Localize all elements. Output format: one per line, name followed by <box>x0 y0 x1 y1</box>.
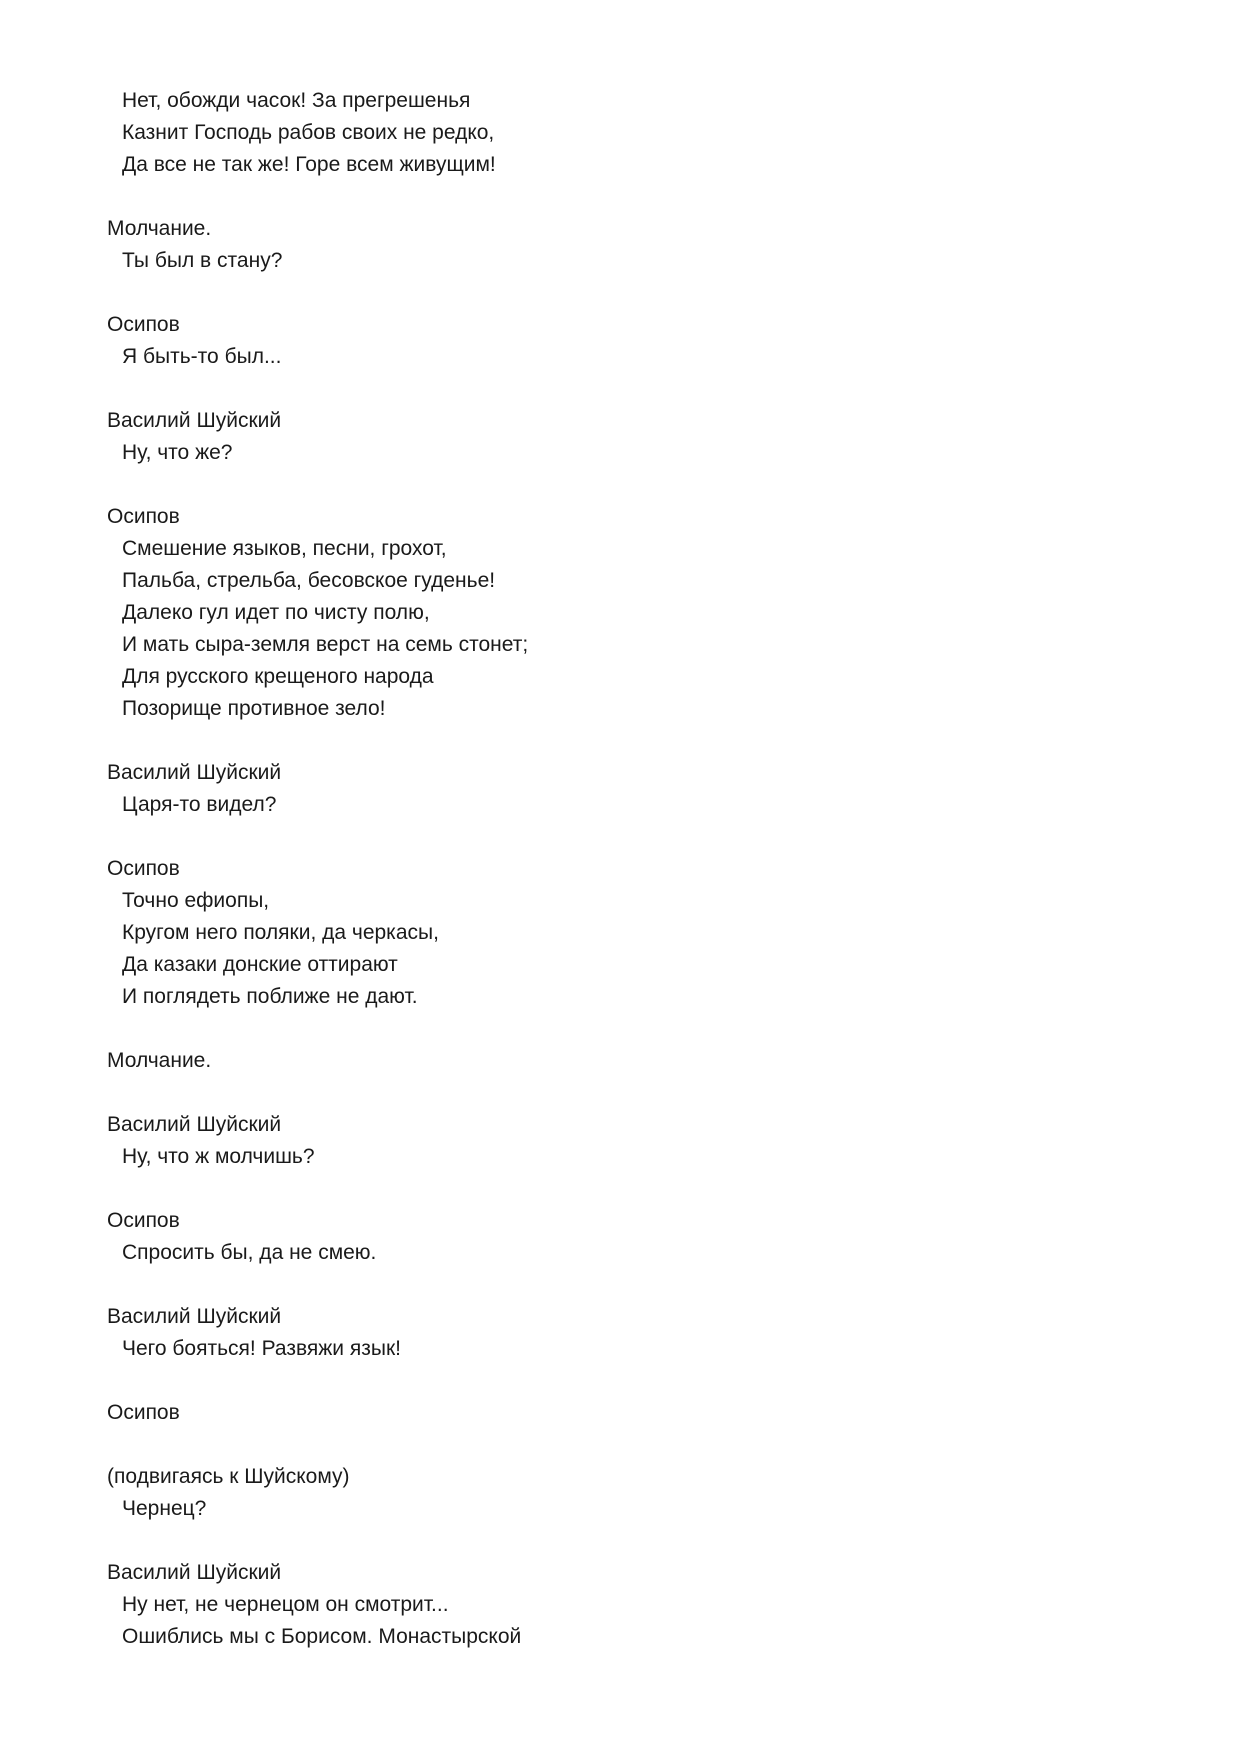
dialogue-block <box>107 501 1107 725</box>
verse-line: Царя-то видел? <box>122 793 277 816</box>
speaker-name: Осипов <box>107 505 180 528</box>
verse-line: Ты был в стану? <box>122 249 283 272</box>
verse-line: Ну, что ж молчишь? <box>122 1145 315 1168</box>
speaker-name: Осипов <box>107 857 180 880</box>
block-spacer <box>107 821 1107 853</box>
dialogue-block <box>107 1461 1107 1525</box>
speaker-name: Василий Шуйский <box>107 1561 282 1584</box>
dialogue-block <box>107 309 1107 373</box>
dialogue-block <box>107 1397 1107 1429</box>
block-spacer <box>107 1365 1107 1397</box>
verse-line: Ну нет, не чернецом он смотрит... <box>122 1593 449 1616</box>
verse-line: Спросить бы, да не смею. <box>122 1241 377 1264</box>
verse-line: Чего бояться! Развяжи язык! <box>122 1337 401 1360</box>
speaker-name: Молчание. <box>107 217 212 240</box>
dialogue-block <box>107 853 1107 1013</box>
speaker-name: Осипов <box>107 313 180 336</box>
dialogue-block <box>107 1045 1107 1077</box>
block-spacer <box>107 1077 1107 1109</box>
verse-line: Да все не так же! Горе всем живущим! <box>122 153 496 176</box>
verse-line: Казнит Господь рабов своих не редко, <box>122 121 495 144</box>
dialogue-block <box>107 405 1107 469</box>
block-spacer <box>107 1269 1107 1301</box>
verse-line: Смешение языков, песни, грохот, <box>122 537 447 560</box>
verse-line: Пальба, стрельба, бесовское гуденье! <box>122 569 496 592</box>
speaker-name: (подвигаясь к Шуйскому) <box>107 1465 350 1488</box>
verse-line: Да казаки донские оттирают <box>122 953 398 976</box>
speaker-name: Осипов <box>107 1401 180 1424</box>
verse-line: Точно ефиопы, <box>122 889 270 912</box>
verse-line: Я быть-то был... <box>122 345 282 368</box>
dialogue-block <box>107 1557 1107 1653</box>
speaker-name: Василий Шуйский <box>107 409 282 432</box>
verse-line: Ошиблись мы с Борисом. Монастырской <box>122 1625 522 1648</box>
block-spacer <box>107 277 1107 309</box>
block-spacer <box>107 181 1107 213</box>
speaker-name: Василий Шуйский <box>107 1305 282 1328</box>
verse-line: Для русского крещеного народа <box>122 665 434 688</box>
speaker-name: Василий Шуйский <box>107 1113 282 1136</box>
verse-line: Ну, что же? <box>122 441 233 464</box>
verse-line: И мать сыра-земля верст на семь стонет; <box>122 633 529 656</box>
verse-line: Кругом него поляки, да черкасы, <box>122 921 439 944</box>
block-spacer <box>107 469 1107 501</box>
block-spacer <box>107 1173 1107 1205</box>
dialogue-block <box>107 1109 1107 1173</box>
verse-line: Чернец? <box>122 1497 207 1520</box>
speaker-name: Василий Шуйский <box>107 761 282 784</box>
block-spacer <box>107 725 1107 757</box>
verse-line: Далеко гул идет по чисту полю, <box>122 601 430 624</box>
play-text <box>107 85 1107 1653</box>
dialogue-block <box>107 1301 1107 1365</box>
verse-line: Позорище противное зело! <box>122 697 386 720</box>
verse-line: И поглядеть поближе не дают. <box>122 985 418 1008</box>
block-spacer <box>107 373 1107 405</box>
block-spacer <box>107 1013 1107 1045</box>
block-spacer <box>107 1429 1107 1461</box>
speaker-name: Осипов <box>107 1209 180 1232</box>
dialogue-block <box>107 213 1107 277</box>
dialogue-block <box>107 757 1107 821</box>
block-spacer <box>107 1525 1107 1557</box>
dialogue-block <box>107 1205 1107 1269</box>
verse-line: Нет, обожди часок! За прегрешенья <box>122 89 471 112</box>
dialogue-block <box>107 85 1107 181</box>
speaker-name: Молчание. <box>107 1049 212 1072</box>
